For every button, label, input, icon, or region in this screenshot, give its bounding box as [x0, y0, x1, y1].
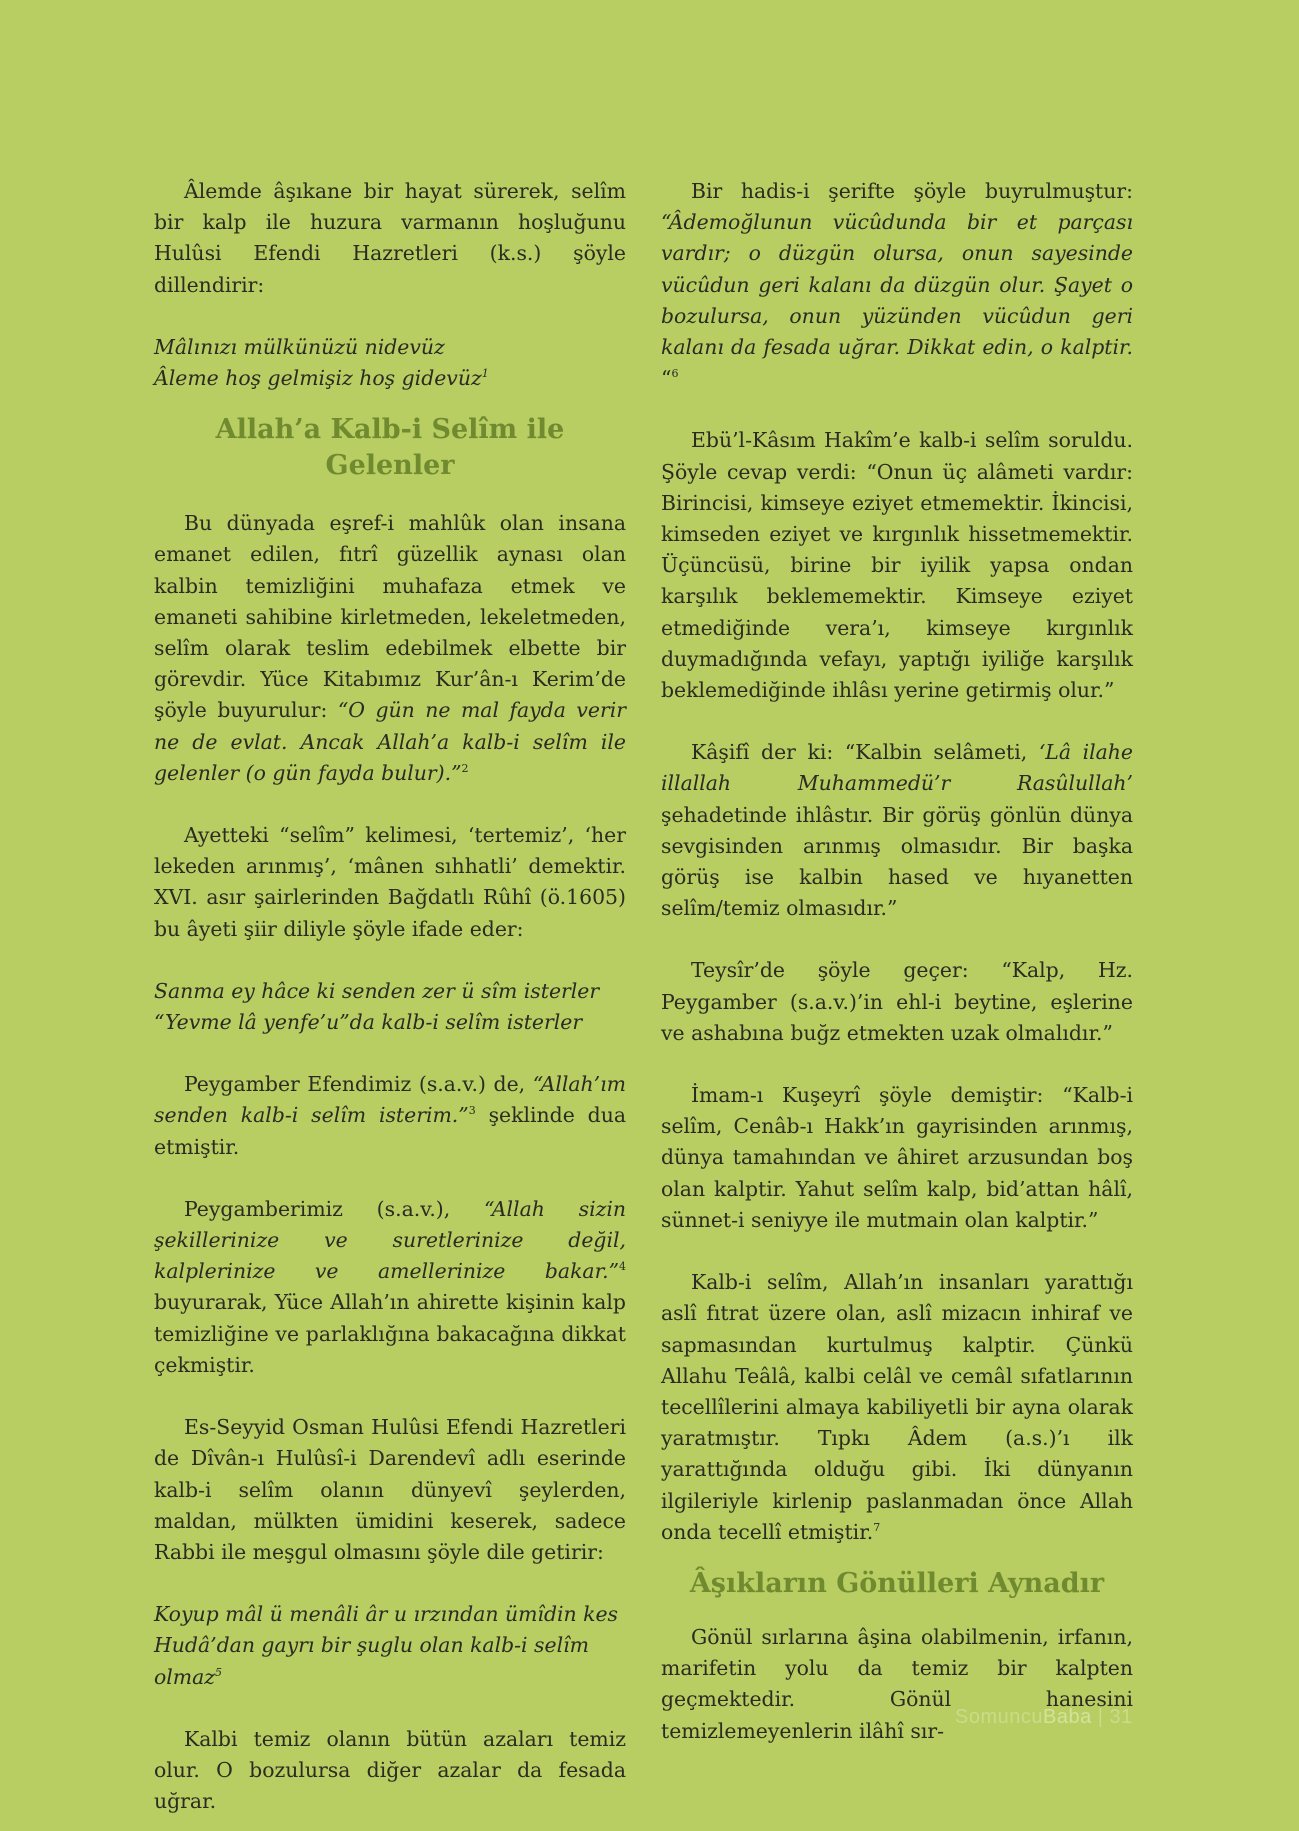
paragraph: Teysîr’de şöyle geçer: “Kalp, Hz. Peygamber (s.a.v.)’in ehl-i beytine, eşlerine ve ashabına buğz etmekten uzak olmalıdır.”: [661, 958, 1133, 1045]
paragraph: Peygamber Efendimiz (s.a.v.) de, “Allah’ım senden kalb-i selîm isterim.”$^3$ şeklinde dua etmiştir.: [154, 1072, 626, 1159]
section-heading: Âşıkların Gönülleri Aynadır: [689, 1567, 1105, 1599]
footnote-ref: 2: [461, 762, 469, 776]
footnote-ref: 7: [873, 1520, 881, 1534]
shahada-quote: ‘Lâ ilahe illallah Muhammedü’r Rasûlullah’: [661, 740, 1133, 796]
footnote-ref: 3: [468, 1104, 476, 1118]
paragraph: Bu dünyada eşref-i mahlûk olan insana emanet edilen, fıtrî güzellik aynası olan kalbin temizliğini muhafaza etmek ve emaneti sahibine kirletmeden, lekeletmeden, selîm olarak teslim edebilmek elbette bir görevdir. Yüce Kitabımız Kur’ân-ı Kerim’de şöyle buyurulur: “O gün ne mal fayda verir ne de evlat. Ancak Allah’a kalb-i selîm ile gelenler (o gün fayda bulur).”$^2$: [154, 511, 626, 785]
verse-line: Mâlınızı mülkünüzü nidevüz: [154, 334, 445, 359]
verse-block: [154, 976, 626, 1038]
right-column: [661, 176, 1133, 1747]
paragraph: Bir hadis-i şerifte şöyle buyrulmuştur: “Âdemoğlunun vücûdunda bir et parçası vardır; o düzgün olursa, onun sayesinde vücûdun geri kalanı da düzgün olur. Şayet o bozulursa, onun yüzünden vücûdun geri kalanı da fesada uğrar. Dikkat edin, o kalptir. “$^6$: [661, 179, 1133, 391]
footnote-ref: 5: [215, 1665, 223, 1679]
paragraph: Es-Seyyid Osman Hulûsi Efendi Hazretleri de Dîvân-ı Hulûsî-i Darendevî adlı eserinde kalb-i selîm olanın dünyevî şeylerden, maldan, mülkten ümidini keserek, sadece Rabbi ile meşgul olmasını şöyle dile getirir:: [154, 1415, 626, 1564]
left-column: [154, 176, 626, 1817]
page-footer: [955, 1706, 1133, 1729]
paragraph: Kalb-i selîm, Allah’ın insanları yarattığı aslî fıtrat üzere olan, aslî mizacın inhiraf ve sapmasından kurtulmuş kalptir. Çünkü Allahu Teâlâ, kalbi celâl ve cemâl sıfatlarının tecellîlerini almaya kabiliyetli bir ayna olarak yaratmıştır. Tıpkı Âdem (a.s.)’ı ilk yarattığında olduğu gibi. İki dünyanın ilgileriyle kirlenip paslanmadan önce Allah onda tecellî etmiştir.$^7$: [661, 1270, 1133, 1544]
footer-separator: |: [1097, 1706, 1104, 1728]
verse-line: Sanma ey hâce ki senden zer ü sîm isterler: [154, 978, 600, 1003]
paragraph: Ebü’l-Kâsım Hakîm’e kalb-i selîm soruldu. Şöyle cevap verdi: “Onun üç alâmeti vardır: Birincisi, kimseye eziyet etmemektir. İkincisi, kimseden eziyet ve kırgınlık hissetmemektir. Üçüncüsü, birine bir iyilik yapsa ondan karşılık beklememektir. Kimseye eziyet etmediğinde vera’ı, kimseye kırgınlık duymadığında vefayı, yaptığı iyiliğe karşılık beklemediğinde ihlâsı yerine getirmiş olur.”: [661, 428, 1133, 703]
verse-line: Âleme hoş gelmişiz hoş gidevüz$^1$: [154, 366, 489, 391]
section-heading: Allah’a Kalb-i Selîm ile Gelenler: [215, 414, 565, 482]
paragraph: Âlemde âşıkane bir hayat sürerek, selîm bir kalp ile huzura varmanın hoşluğunu Hulûsi Efendi Hazretleri (k.s.) şöyle dillendirir:: [154, 179, 626, 297]
hadith-quote: “Allah sizin şekillerinize ve suretlerinize değil, kalplerinize ve amellerinize bakar.”: [154, 1196, 626, 1284]
verse-line: Koyup mâl ü menâli âr u ırzından ümîdin kes: [154, 1602, 619, 1627]
page-number: 31: [1109, 1706, 1133, 1728]
paragraph: Kalbi temiz olanın bütün azaları temiz olur. O bozulursa diğer azalar da fesada uğrar.: [154, 1726, 626, 1814]
paragraph: İmam-ı Kuşeyrî şöyle demiştir: “Kalb-i selîm, Cenâb-ı Hakk’ın gayrisinden arınmış, dünya tamahından ve âhiret arzusundan boş olan kalptir. Yahut selîm kalp, bid’attan hâlî, sünnet-i seniyye ile mutmain olan kalptir.”: [661, 1083, 1133, 1232]
quran-quote: “O gün ne mal fayda verir ne de evlat. Ancak Allah’a kalb-i selîm ile gelenler (o gün fayda bulur).”: [154, 698, 626, 785]
footnote-ref: 6: [671, 367, 679, 381]
paragraph: Peygamberimiz (s.a.v.), “Allah sizin şekillerinize ve suretlerinize değil, kalplerinize ve amellerinize bakar.”$^4$ buyurarak, Yüce Allah’ın ahirette kişinin kalp temizliğine ve parlaklığına bakacağına dikkat çekmiştir.: [154, 1196, 626, 1377]
verse-block: [154, 1599, 626, 1693]
hadith-quote: “Âdemoğlunun vücûdunda bir et parçası vardır; o düzgün olursa, onun sayesinde vücûdun geri kalanı da düzgün olur. Şayet o bozulursa, onun yüzünden vücûdun geri kalanı da fesada uğrar. Dikkat edin, o kalptir.: [661, 210, 1133, 360]
verse-line: “Yevme lâ yenfe’u”da kalb-i selîm isterler: [154, 1010, 583, 1035]
brand-logo: SomuncuBaba: [955, 1706, 1092, 1728]
footnote-ref: 1: [481, 367, 489, 381]
hadith-quote: “Allah’ım senden kalb-i selîm isterim.”: [154, 1072, 626, 1128]
paragraph: Gönül sırlarına âşina olabilmenin, irfanın, marifetin yolu da temiz bir kalpten geçmektedir. Gönül hanesini temizlemeyenlerin ilâhî sır-: [661, 1624, 1133, 1743]
verse-block: [154, 332, 626, 394]
footnote-ref: 4: [619, 1260, 626, 1274]
paragraph: Kâşifî der ki: “Kalbin selâmeti, ‘Lâ ilahe illallah Muhammedü’r Rasûlullah’ şehadetinde ihlâstır. Bir görüş gönlün dünya sevgisinden arınmış olmasıdır. Bir başka görüş ise kalbin hased ve hıyanetten selîm/temiz olmasıdır.”: [661, 740, 1133, 921]
paragraph: Ayetteki “selîm” kelimesi, ‘tertemiz’, ‘her lekeden arınmış’, ‘mânen sıhhatli’ demektir. XVI. asır şairlerinden Bağdatlı Rûhî (ö.1605) bu âyeti şiir diliyle şöyle ifade eder:: [154, 823, 626, 941]
verse-line: Hudâ’dan gayrı bir şuglu olan kalb-i selîm olmaz$^5$: [154, 1633, 589, 1689]
